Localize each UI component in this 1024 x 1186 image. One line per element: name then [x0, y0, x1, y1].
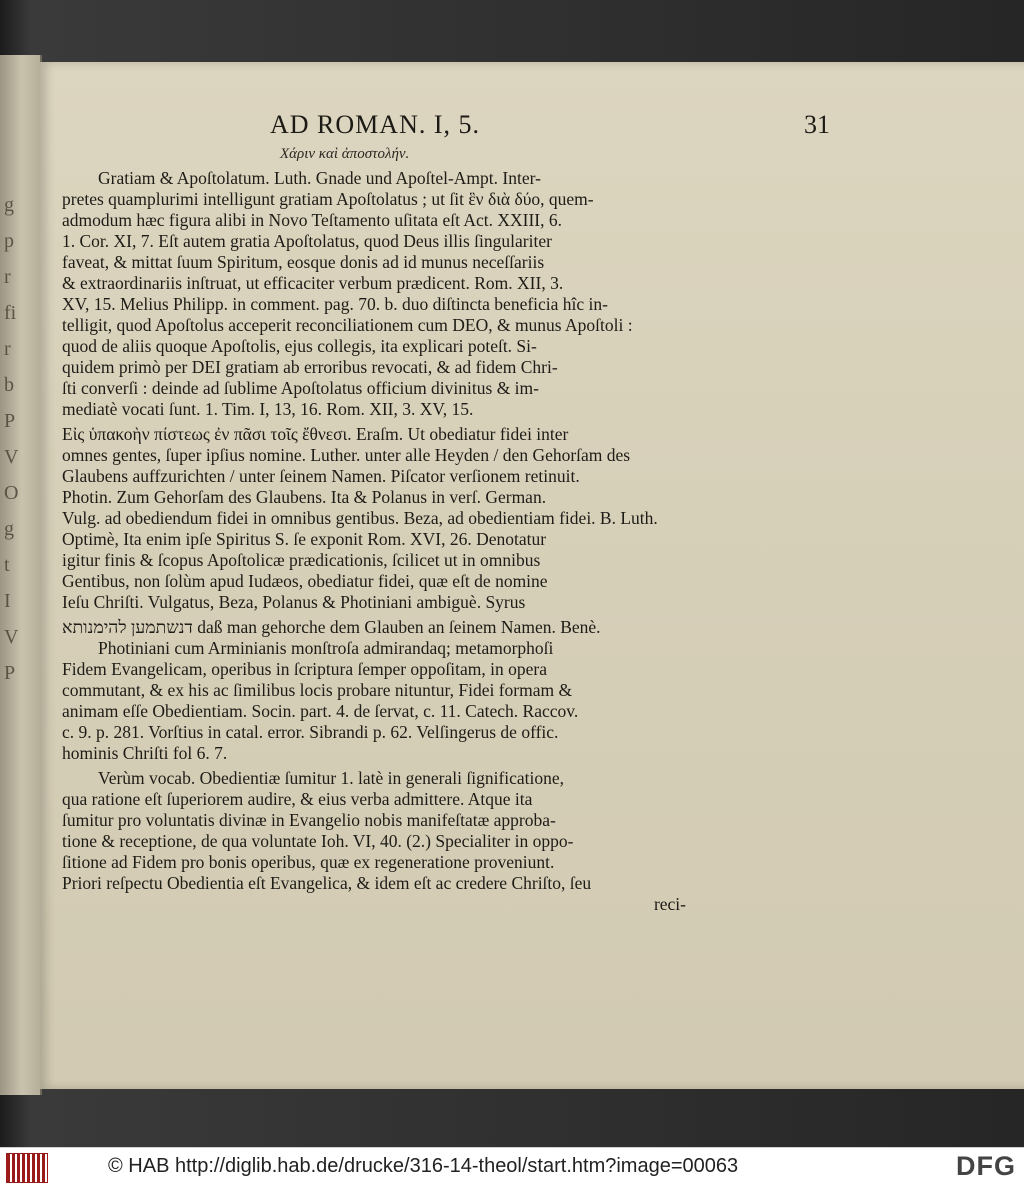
text-line: ſumitur pro voluntatis divinæ in Evangelio nobis manifeſtatæ approba- — [62, 810, 556, 830]
text-line: c. 9. p. 281. Vorſtius in catal. error. Sibrandi p. 62. Velſingerus de offic. — [62, 722, 559, 742]
prev-page-fragment: fi — [4, 302, 17, 324]
prev-page-fragment: p — [4, 230, 14, 252]
text-line: quidem primò per DEI gratiam ab erroribus revocati, & ad fidem Chri- — [62, 357, 558, 377]
text-line: pretes quamplurimi intelligunt gratiam Apoſtolatus ; ut ſit ἓν διὰ δύο, quem- — [62, 189, 594, 209]
body-text — [62, 168, 686, 915]
text-line: Priori reſpectu Obedientia eſt Evangelica, & idem eſt ac credere Chriſto, ſeu — [62, 873, 592, 893]
text-line: tione & receptione, de qua voluntate Ioh. VI, 40. (2.) Specialiter in oppo- — [62, 831, 574, 851]
greek-lemma-heading: Χάριν καὶ ἀποστολήν. — [280, 146, 410, 162]
prev-page-fragment: r — [4, 266, 11, 288]
text-line: reci- — [653, 894, 686, 914]
text-line: igitur finis & ſcopus Apoſtolicæ prædicationis, ſcilicet ut in omnibus — [62, 550, 541, 570]
text-line: Glaubens auffzurichten / unter ſeinem Namen. Piſcator verſionem retinuit. — [62, 466, 580, 486]
text-line: ſti converſi : deinde ad ſublime Apoſtolatus officium divinitus & im- — [62, 378, 539, 398]
prev-page-fragment: V — [4, 446, 19, 468]
text-line: ſitione ad Fidem pro bonis operibus, quæ ex regeneratione proveniunt. — [62, 852, 555, 872]
text-line: Εἰς ὑπακοὴν πίστεως ἐν πᾶσι τοῖς ἔθνεσι. Eraſm. Ut obediatur fidei inter — [62, 424, 569, 444]
text-line: Gratiam & Apoſtolatum. Luth. Gnade und Apoſtel-Ampt. Inter- — [98, 168, 541, 188]
running-head-title: AD ROMAN. I, 5. — [270, 110, 480, 139]
text-line: & extraordinariis inſtruat, ut efficaciter verbum prædicent. Rom. XII, 3. — [62, 273, 564, 293]
text-line: animam eſſe Obedientiam. Socin. part. 4. de ſervat, c. 11. Catech. Raccov. — [62, 701, 579, 721]
prev-page-fragment: r — [4, 338, 11, 360]
text-line: commutant, & ex his ac ſimilibus locis probare nituntur, Fidei formam & — [62, 680, 573, 700]
text-line: Photiniani cum Arminianis monſtroſa admirandaq; metamorphoſi — [98, 638, 554, 658]
text-line: Fidem Evangelicam, operibus in ſcriptura ſemper oppoſitam, in opera — [62, 659, 548, 679]
text-line: Vulg. ad obediendum fidei in omnibus gentibus. Beza, ad obedientiam fidei. B. Luth. — [62, 508, 658, 528]
text-line: Gentibus, non ſolùm apud Iudæos, obediatur fidei, quæ eſt de nomine — [62, 571, 548, 591]
dfg-logo[interactable]: DFG — [956, 1151, 1016, 1181]
text-line: omnes gentes, ſuper ipſius nomine. Luther. unter alle Heyden / den Gehorſam des — [62, 445, 631, 465]
text-line: דנשתמען להימנותא daß man gehorche dem Glauben an ſeinem Namen. Benè. — [62, 617, 601, 637]
footer-bar — [0, 1147, 1024, 1186]
text-line: XV, 15. Melius Philipp. in comment. pag. 70. b. duo diſtincta beneficia hîc in- — [62, 294, 608, 314]
text-line: qua ratione eſt ſuperiorem audire, & eius verba admittere. Atque ita — [62, 789, 533, 809]
hab-logo-icon[interactable] — [6, 1153, 48, 1183]
prev-page-fragment: P — [4, 662, 16, 684]
prev-page-fragment: I — [4, 590, 11, 612]
prev-page-fragment: b — [4, 374, 14, 396]
previous-page-edge — [0, 55, 42, 1095]
book-page — [40, 62, 1024, 1089]
text-line: admodum hæc figura alibi in Novo Teſtamento uſitata eſt Act. XXIII, 6. — [62, 210, 563, 230]
text-line: Optimè, Ita enim ipſe Spiritus S. ſe exponit Rom. XVI, 26. Denotatur — [62, 529, 547, 549]
prev-page-fragment: P — [4, 410, 16, 432]
running-head — [270, 110, 830, 144]
page-number: 31 — [804, 110, 830, 139]
prev-page-fragment: g — [4, 518, 14, 540]
prev-page-fragment: g — [4, 194, 14, 216]
text-line: Verùm vocab. Obedientiæ ſumitur 1. latè in generali ſignificatione, — [98, 768, 565, 788]
text-line: Photin. Zum Gehorſam des Glaubens. Ita & Polanus in verſ. German. — [62, 487, 547, 507]
copyright-url[interactable]: © HAB http://diglib.hab.de/drucke/316-14-theol/start.htm?image=00063 — [108, 1155, 739, 1177]
text-line: quod de aliis quoque Apoſtolis, ejus collegis, ita explicari poteſt. Si- — [62, 336, 537, 356]
text-line: faveat, & mittat ſuum Spiritum, eosque donis ad id munus neceſſariis — [62, 252, 545, 272]
text-line: Ieſu Chriſti. Vulgatus, Beza, Polanus & Photiniani ambiguè. Syrus — [62, 592, 526, 612]
prev-page-fragment: t — [4, 554, 10, 576]
text-line: hominis Chriſti fol 6. 7. — [62, 743, 228, 763]
text-line: 1. Cor. XI, 7. Eſt autem gratia Apoſtolatus, quod Deus illis ſingulariter — [62, 231, 552, 251]
text-line: mediatè vocati ſunt. 1. Tim. I, 13, 16. Rom. XII, 3. XV, 15. — [62, 399, 474, 419]
prev-page-fragment: V — [4, 626, 19, 648]
prev-page-fragment: O — [4, 482, 19, 504]
text-line: telligit, quod Apoſtolus acceperit reconciliationem cum DEO, & munus Apoſtoli : — [62, 315, 633, 335]
